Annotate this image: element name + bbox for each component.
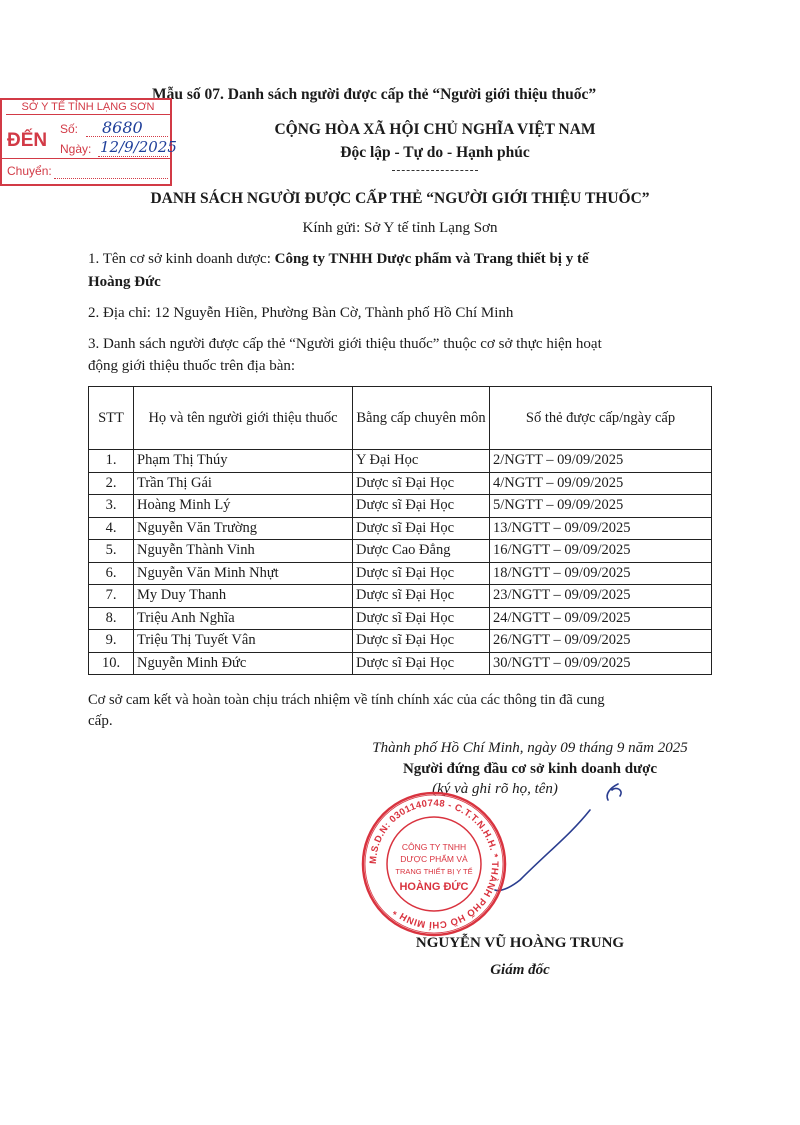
cell-name: Hoàng Minh Lý (134, 495, 353, 518)
cell-card: 13/NGTT – 09/09/2025 (490, 517, 712, 540)
cell-card: 18/NGTT – 09/09/2025 (490, 562, 712, 585)
stamp-chuyen-line (54, 178, 168, 179)
seal-line-2: DƯỢC PHẨM VÀ (400, 854, 468, 864)
company-seal (360, 790, 508, 938)
national-title: CỘNG HÒA XÃ HỘI CHỦ NGHĨA VIỆT NAM (274, 121, 596, 138)
table-header-row (89, 387, 712, 450)
cell-stt: 10. (89, 652, 134, 675)
company-name-line1: Công ty TNHH Dược phẩm và Trang thiết bị y tế (274, 251, 589, 267)
signer-role: Người đứng đầu cơ sở kinh doanh dược (402, 761, 658, 777)
date-line: Thành phố Hồ Chí Minh, ngày 09 tháng 9 năm 2025 (372, 740, 688, 756)
cell-card: 30/NGTT – 09/09/2025 (490, 652, 712, 675)
cell-qualification: Dược sĩ Đại Học (353, 472, 490, 495)
cell-card: 23/NGTT – 09/09/2025 (490, 585, 712, 608)
item-1-prefix: 1. Tên cơ sở kinh doanh dược: (88, 251, 275, 267)
table-row (89, 652, 712, 675)
national-motto: Độc lập - Tự do - Hạnh phúc (340, 144, 530, 161)
cell-stt: 4. (89, 517, 134, 540)
cell-name: My Duy Thanh (134, 585, 353, 608)
table-row (89, 585, 712, 608)
stamp-so-label: Số: (60, 122, 79, 136)
table-row (89, 517, 712, 540)
document-title: DANH SÁCH NGƯỜI ĐƯỢC CẤP THẺ “NGƯỜI GIỚI THIỆU THUỐC” (150, 190, 650, 207)
cell-qualification: Dược sĩ Đại Học (353, 517, 490, 540)
cell-card: 26/NGTT – 09/09/2025 (490, 630, 712, 653)
cell-name: Triệu Thị Tuyết Vân (134, 630, 353, 653)
cell-stt: 8. (89, 607, 134, 630)
header-name: Họ và tên người giới thiệu thuốc (134, 387, 353, 450)
stamp-ngay-value: 12/9/2025 (100, 138, 177, 156)
inspector-list-table (88, 386, 712, 675)
header-stt: STT (89, 387, 134, 450)
cell-qualification: Dược sĩ Đại Học (353, 585, 490, 608)
stamp-divider (2, 158, 170, 159)
cell-card: 16/NGTT – 09/09/2025 (490, 540, 712, 563)
stamp-ngay-label: Ngày: (60, 142, 92, 156)
cell-qualification: Dược sĩ Đại Học (353, 630, 490, 653)
table-row (89, 562, 712, 585)
header-card-number: Số thẻ được cấp/ngày cấp (490, 387, 712, 450)
seal-company-name: HOÀNG ĐỨC (399, 881, 469, 893)
cell-card: 4/NGTT – 09/09/2025 (490, 472, 712, 495)
cell-stt: 9. (89, 630, 134, 653)
commitment-line2: cấp. (88, 713, 113, 729)
item-3-line1: 3. Danh sách người được cấp thẻ “Người giới thiệu thuốc” thuộc cơ sở thực hiện hoạt (88, 336, 602, 352)
cell-qualification: Dược sĩ Đại Học (353, 562, 490, 585)
cell-card: 2/NGTT – 09/09/2025 (490, 450, 712, 473)
item-2-address: 2. Địa chỉ: 12 Nguyễn Hiền, Phường Bàn Cờ, Thành phố Hồ Chí Minh (88, 305, 514, 321)
header-qualification: Bằng cấp chuyên môn (353, 387, 490, 450)
stamp-ngay-line (98, 156, 168, 157)
table-row (89, 630, 712, 653)
cell-stt: 7. (89, 585, 134, 608)
cell-stt: 6. (89, 562, 134, 585)
cell-stt: 2. (89, 472, 134, 495)
signer-note: (ký và ghi rõ họ, tên) (432, 781, 558, 797)
seal-line-1: CÔNG TY TNHH (401, 842, 467, 852)
seal-ring-text: M.S.D.N: 0301140748 - C.T.T.N.H.H. * THÀNH PHỐ HỒ CHÍ MINH * (367, 797, 501, 931)
cell-stt: 1. (89, 450, 134, 473)
motto-underline (392, 170, 478, 171)
cell-stt: 3. (89, 495, 134, 518)
cell-qualification: Dược sĩ Đại Học (353, 652, 490, 675)
commitment-line1: Cơ sở cam kết và hoàn toàn chịu trách nhiệm về tính chính xác của các thông tin đã cung (88, 692, 605, 708)
table-row (89, 607, 712, 630)
cell-name: Nguyễn Văn Trường (134, 517, 353, 540)
cell-stt: 5. (89, 540, 134, 563)
cell-name: Nguyễn Minh Đức (134, 652, 353, 675)
table-row (89, 450, 712, 473)
cell-name: Trần Thị Gái (134, 472, 353, 495)
cell-card: 5/NGTT – 09/09/2025 (490, 495, 712, 518)
stamp-den-label: ĐẾN (7, 130, 48, 151)
form-number: Mẫu số 07. Danh sách người được cấp thẻ “Người giới thiệu thuốc” (152, 86, 597, 103)
item-1 (88, 249, 728, 270)
cell-name: Phạm Thị Thúy (134, 450, 353, 473)
table-row (89, 540, 712, 563)
table-row (89, 472, 712, 495)
receipt-stamp (0, 98, 177, 186)
seal-line-3: TRANG THIẾT BỊ Y TẾ (395, 867, 473, 876)
signer-title: Giám đốc (490, 962, 550, 978)
cell-name: Nguyễn Văn Minh Nhựt (134, 562, 353, 585)
cell-qualification: Dược sĩ Đại Học (353, 607, 490, 630)
company-name-line2: Hoàng Đức (88, 274, 161, 290)
cell-qualification: Y Đại Học (353, 450, 490, 473)
item-3-line2: động giới thiệu thuốc trên địa bàn: (88, 358, 296, 374)
cell-qualification: Dược Cao Đẳng (353, 540, 490, 563)
signer-name: NGUYỄN VŨ HOÀNG TRUNG (415, 935, 625, 951)
cell-name: Nguyễn Thành Vinh (134, 540, 353, 563)
stamp-so-value: 8680 (102, 118, 143, 137)
stamp-authority: SỞ Y TẾ TỈNH LẠNG SƠN (6, 101, 170, 115)
cell-name: Triệu Anh Nghĩa (134, 607, 353, 630)
table-row (89, 495, 712, 518)
stamp-chuyen-label: Chuyển: (7, 164, 52, 178)
cell-card: 24/NGTT – 09/09/2025 (490, 607, 712, 630)
cell-qualification: Dược sĩ Đại Học (353, 495, 490, 518)
recipient-line: Kính gửi: Sở Y tế tỉnh Lạng Sơn (302, 220, 498, 236)
